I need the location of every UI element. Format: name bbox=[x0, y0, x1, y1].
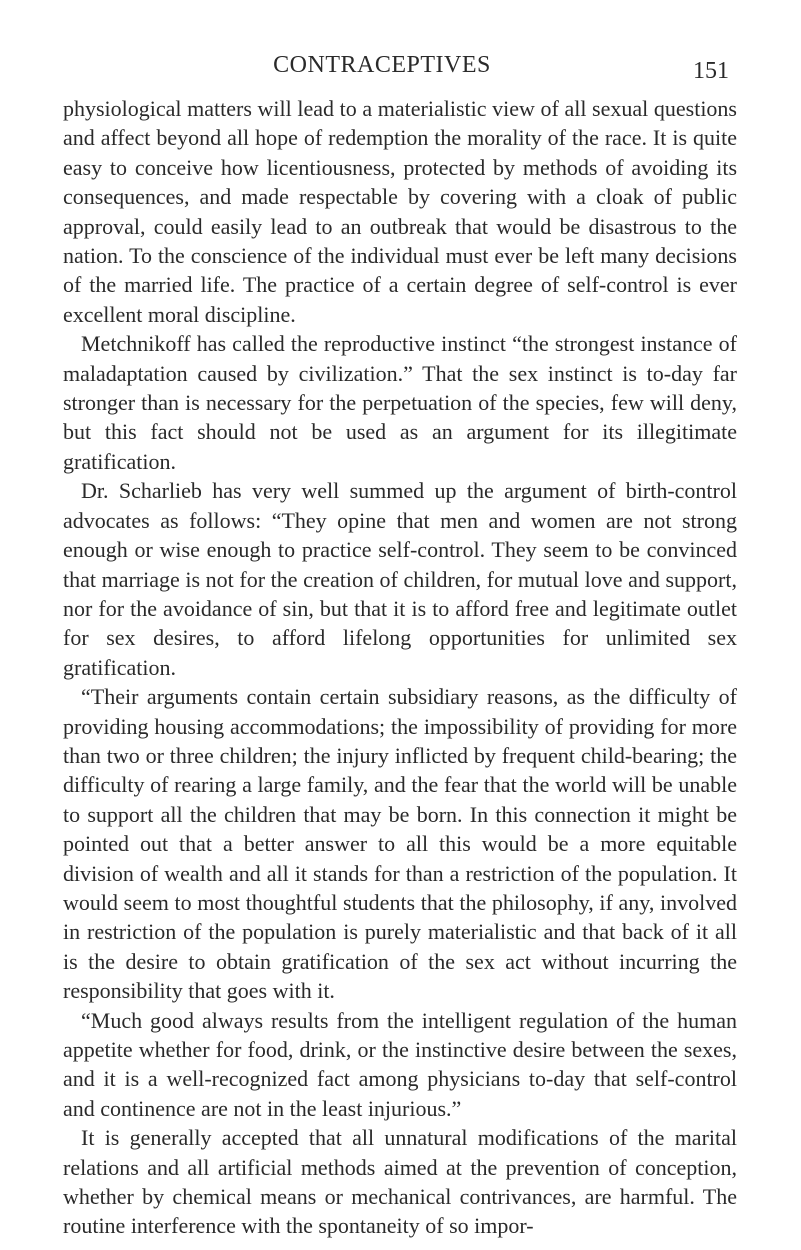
paragraph-4: “Their arguments contain certain subsidiary reasons, as the difficulty of providing housing accommodations; the impossibility of providing for more than two or three children; the injury inflicted by frequent child-bearing; the difficulty of rearing a large family, and the fear that the world will be unable to support all the children that may be born. In this connection it might be pointed out that a better answer to all this would be a more equitable division of wealth and all it stands for than a restriction of the population. It would seem to most thoughtful students that the philosophy, if any, involved in restriction of the population is purely materialistic and that back of it all is the desire to obtain gratification of the sex act without incurring the responsibility that goes with it. bbox=[63, 684, 737, 1004]
page-number: 151 bbox=[693, 58, 729, 84]
paragraph-2: Metchnikoff has called the reproductive instinct “the strongest instance of maladaptation caused by civilization.” That the sex instinct is to-day far stronger than is necessary for the perpetuation of the species, few will deny, but this fact should not be used as an argument for its illegitimate gratification. bbox=[63, 331, 737, 474]
paragraph-1: physiological matters will lead to a materialistic view of all sexual questions and affect beyond all hope of redemption the morality of the race. It is quite easy to conceive how licentiousness, protected by methods of avoiding its consequences, and made respectable by covering with a cloak of public approval, could easily lead to an outbreak that would be disastrous to the nation. To the conscience of the individual must ever be left many decisions of the married life. The practice of a certain degree of self-control is ever excellent moral discipline. bbox=[63, 96, 737, 327]
paragraph-5: “Much good always results from the intelligent regulation of the human appetite whether for food, drink, or the instinctive desire between the sexes, and it is a well-recognized fact among physicians to-day that self-control and continence are not in the least injurious.” bbox=[63, 1007, 737, 1121]
paragraph-6: It is generally accepted that all unnatural modifications of the marital relations and all artificial methods aimed at the prevention of conception, whether by chemical means or mechanical contrivances, are harmful. The routine interference with the spontaneity of so impor- bbox=[63, 1125, 737, 1239]
paragraph-3: Dr. Scharlieb has very well summed up the argument of birth-control advocates as follows: “They opine that men and women are not strong enough or wise enough to practice self-control. They seem to be convinced that marriage is not for the creation of children, for mutual love and support, nor for the avoidance of sin, but that it is to afford free and legitimate outlet for sex desires, to afford lifelong opportunities for unlimited sex gratification. bbox=[63, 478, 737, 680]
running-head-title: CONTRACEPTIVES bbox=[273, 52, 491, 78]
body-text bbox=[63, 94, 737, 1241]
